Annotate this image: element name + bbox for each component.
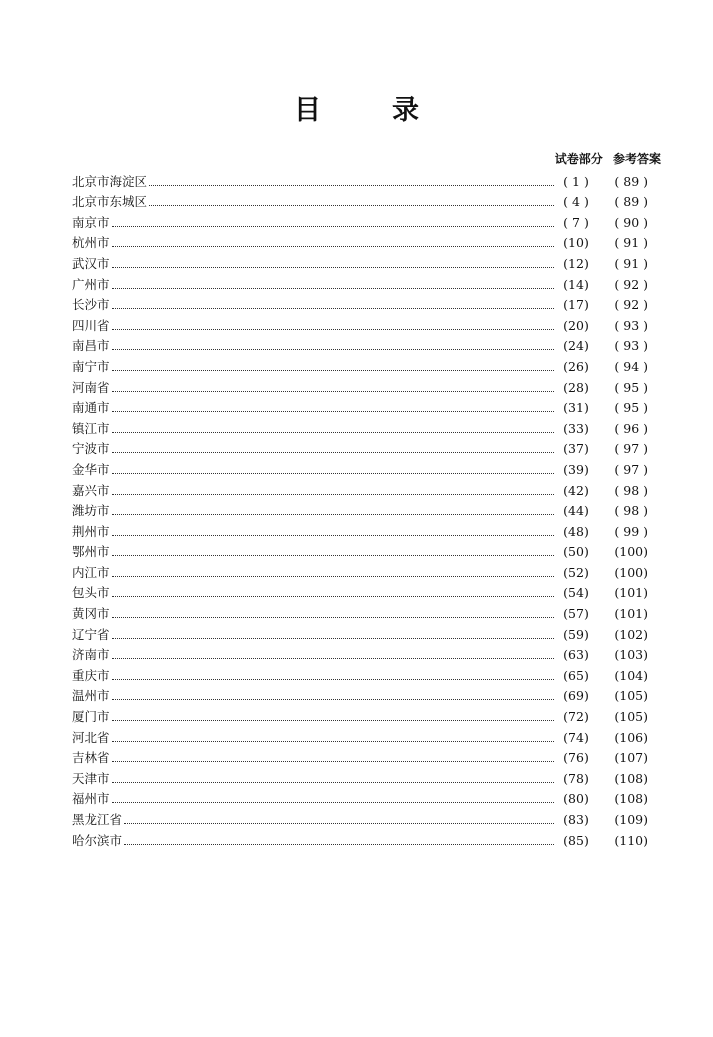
- toc-entry: [72, 231, 648, 252]
- answer-page-number: ( 91 ): [614, 235, 648, 251]
- entry-name: 吉林省: [72, 750, 110, 766]
- test-page-number: (74): [563, 729, 589, 745]
- toc-entry: [72, 499, 648, 520]
- toc-entry: [72, 807, 648, 828]
- answer-page-number: (110): [614, 832, 648, 848]
- dot-leader: [112, 329, 554, 330]
- entry-name: 镇江市: [72, 420, 110, 436]
- test-column-label: 试卷部分: [554, 152, 603, 166]
- toc-entry: [72, 704, 648, 725]
- answer-page-number: ( 98 ): [614, 503, 648, 519]
- test-page-number: ( 7 ): [563, 214, 589, 230]
- toc-entry: [72, 622, 648, 643]
- entry-name: 北京市海淀区: [72, 173, 148, 189]
- test-page-number: (28): [563, 379, 589, 395]
- answer-page-number: ( 96 ): [614, 420, 648, 436]
- toc-entry: [72, 210, 648, 231]
- entry-name: 厦门市: [72, 709, 110, 725]
- entry-name: 潍坊市: [72, 503, 110, 519]
- answer-page-number: (108): [614, 791, 648, 807]
- entry-name: 南京市: [72, 214, 110, 230]
- entry-name: 北京市东城区: [72, 194, 148, 210]
- entry-name: 杭州市: [72, 235, 110, 251]
- entry-name: 黑龙江省: [72, 812, 123, 827]
- entry-name: 河北省: [72, 729, 110, 745]
- dot-leader: [149, 185, 554, 186]
- toc-entry: [72, 766, 648, 787]
- test-page-number: (52): [563, 564, 589, 580]
- toc-entry: [72, 787, 648, 808]
- answer-page-number: (109): [614, 812, 648, 827]
- entry-name: 南昌市: [72, 338, 110, 354]
- toc-entry: [72, 684, 648, 705]
- test-page-number: (80): [563, 791, 589, 807]
- entry-name: 福州市: [72, 791, 110, 807]
- toc-entry: [72, 334, 648, 355]
- toc-entry: [72, 354, 648, 375]
- entry-name: 重庆市: [72, 667, 110, 683]
- answer-page-number: ( 89 ): [614, 173, 648, 189]
- dot-leader: [112, 741, 554, 742]
- entry-name: 宁波市: [72, 441, 110, 457]
- entry-name: 南宁市: [72, 358, 110, 374]
- test-page-number: (14): [563, 276, 589, 292]
- test-page-number: (59): [563, 626, 589, 642]
- entry-name: 四川省: [72, 317, 110, 333]
- dot-leader: [112, 452, 554, 453]
- answer-page-number: ( 89 ): [614, 194, 648, 210]
- entry-name: 鄂州市: [72, 544, 110, 560]
- dot-leader: [112, 679, 554, 680]
- answer-page-number: (105): [614, 709, 648, 725]
- answer-page-number: ( 93 ): [614, 317, 648, 333]
- dot-leader: [112, 246, 554, 247]
- entry-name: 哈尔滨市: [72, 832, 123, 848]
- dot-leader: [112, 473, 554, 474]
- toc-entry: [72, 313, 648, 334]
- entry-name: 辽宁省: [72, 626, 110, 642]
- answer-page-number: ( 98 ): [614, 482, 648, 498]
- answer-page-number: (101): [614, 585, 648, 601]
- toc-entry: [72, 416, 648, 437]
- test-page-number: (72): [563, 709, 589, 725]
- answer-page-number: ( 90 ): [614, 214, 648, 230]
- answer-page-number: ( 94 ): [614, 358, 648, 374]
- toc-entry: [72, 643, 648, 664]
- entry-name: 包头市: [72, 585, 110, 601]
- entry-name: 广州市: [72, 276, 110, 292]
- answer-page-number: (106): [614, 729, 648, 745]
- toc-entry: [72, 560, 648, 581]
- entry-name: 荆州市: [72, 523, 110, 539]
- toc-entry: [72, 293, 648, 314]
- test-page-number: (54): [563, 585, 589, 601]
- answer-page-number: ( 99 ): [614, 523, 648, 539]
- dot-leader: [112, 638, 554, 639]
- answer-page-number: (100): [614, 544, 648, 560]
- test-page-number: (83): [563, 812, 589, 827]
- answer-page-number: (102): [614, 626, 648, 642]
- toc-entry: [72, 396, 648, 417]
- toc-entry: [72, 457, 648, 478]
- entry-name: 温州市: [72, 688, 110, 704]
- dot-leader: [112, 782, 554, 783]
- answer-page-number: ( 92 ): [614, 297, 648, 313]
- answer-page-number: ( 95 ): [614, 400, 648, 416]
- entry-name: 嘉兴市: [72, 482, 110, 498]
- test-page-number: (24): [563, 338, 589, 354]
- toc-entry: [72, 375, 648, 396]
- entry-name: 武汉市: [72, 255, 110, 271]
- dot-leader: [112, 699, 554, 700]
- entry-name: 黄冈市: [72, 606, 110, 622]
- answer-page-number: (105): [614, 688, 648, 704]
- dot-leader: [149, 205, 554, 206]
- answer-page-number: (103): [614, 647, 648, 663]
- dot-leader: [112, 720, 554, 721]
- test-page-number: (48): [563, 523, 589, 539]
- test-page-number: (76): [563, 750, 589, 766]
- dot-leader: [112, 308, 554, 309]
- test-page-number: ( 4 ): [563, 194, 589, 210]
- dot-leader: [112, 288, 554, 289]
- entry-name: 济南市: [72, 647, 110, 663]
- dot-leader: [112, 535, 554, 536]
- dot-leader: [112, 226, 554, 227]
- dot-leader: [124, 823, 554, 824]
- answer-page-number: (100): [614, 564, 648, 580]
- test-page-number: (65): [563, 667, 589, 683]
- test-page-number: (78): [563, 770, 589, 786]
- test-page-number: (12): [563, 255, 589, 271]
- answer-page-number: ( 95 ): [614, 379, 648, 395]
- dot-leader: [112, 494, 554, 495]
- test-page-number: (10): [563, 235, 589, 251]
- dot-leader: [112, 658, 554, 659]
- toc-entry: [72, 437, 648, 458]
- test-page-number: (39): [563, 461, 589, 477]
- answer-page-number: (107): [614, 750, 648, 766]
- answer-column-label: 参考答案: [612, 152, 661, 166]
- answer-page-number: ( 92 ): [614, 276, 648, 292]
- dot-leader: [112, 576, 554, 577]
- toc-entry: [72, 663, 648, 684]
- test-page-number: (26): [563, 358, 589, 374]
- dot-leader: [112, 432, 554, 433]
- dot-leader: [112, 555, 554, 556]
- test-page-number: (31): [563, 400, 589, 416]
- dot-leader: [112, 596, 554, 597]
- entry-name: 金华市: [72, 461, 110, 477]
- entry-name: 长沙市: [72, 297, 110, 313]
- entry-name: 南通市: [72, 400, 110, 416]
- answer-page-number: (108): [614, 770, 648, 786]
- toc-entry: [72, 251, 648, 272]
- toc-entry: [72, 725, 648, 746]
- dot-leader: [112, 370, 554, 371]
- test-page-number: (85): [563, 832, 589, 848]
- dot-leader: [112, 391, 554, 392]
- answer-page-number: ( 91 ): [614, 255, 648, 271]
- answer-page-number: (104): [614, 667, 648, 683]
- test-page-number: (50): [563, 544, 589, 560]
- test-page-number: (57): [563, 606, 589, 622]
- toc-entry: [72, 540, 648, 561]
- entry-name: 内江市: [72, 564, 110, 580]
- dot-leader: [112, 514, 554, 515]
- dot-leader: [124, 844, 554, 845]
- toc-entry: [72, 746, 648, 767]
- answer-page-number: ( 97 ): [614, 461, 648, 477]
- dot-leader: [112, 761, 554, 762]
- dot-leader: [112, 802, 554, 803]
- toc-entry: [72, 828, 648, 849]
- dot-leader: [112, 349, 554, 350]
- test-page-number: (69): [563, 688, 589, 704]
- test-page-number: (42): [563, 482, 589, 498]
- dot-leader: [112, 617, 554, 618]
- dot-leader: [112, 411, 554, 412]
- table-of-contents: [72, 169, 648, 849]
- toc-entry: [72, 601, 648, 622]
- answer-page-number: ( 93 ): [614, 338, 648, 354]
- column-header: [555, 150, 661, 167]
- page-title: 目 录: [294, 95, 441, 126]
- test-page-number: (20): [563, 317, 589, 333]
- entry-name: 天津市: [72, 770, 110, 786]
- test-page-number: (63): [563, 647, 589, 663]
- toc-entry: [72, 519, 648, 540]
- toc-entry: [72, 272, 648, 293]
- test-page-number: (33): [563, 420, 589, 436]
- toc-entry: [72, 581, 648, 602]
- toc-entry: [72, 478, 648, 499]
- answer-page-number: ( 97 ): [614, 441, 648, 457]
- dot-leader: [112, 267, 554, 268]
- entry-name: 河南省: [72, 379, 110, 395]
- test-page-number: (44): [563, 503, 589, 519]
- toc-entry: [72, 169, 648, 190]
- test-page-number: ( 1 ): [563, 173, 589, 189]
- toc-entry: [72, 190, 648, 211]
- test-page-number: (17): [563, 297, 589, 313]
- answer-page-number: (101): [614, 606, 648, 622]
- test-page-number: (37): [563, 441, 589, 457]
